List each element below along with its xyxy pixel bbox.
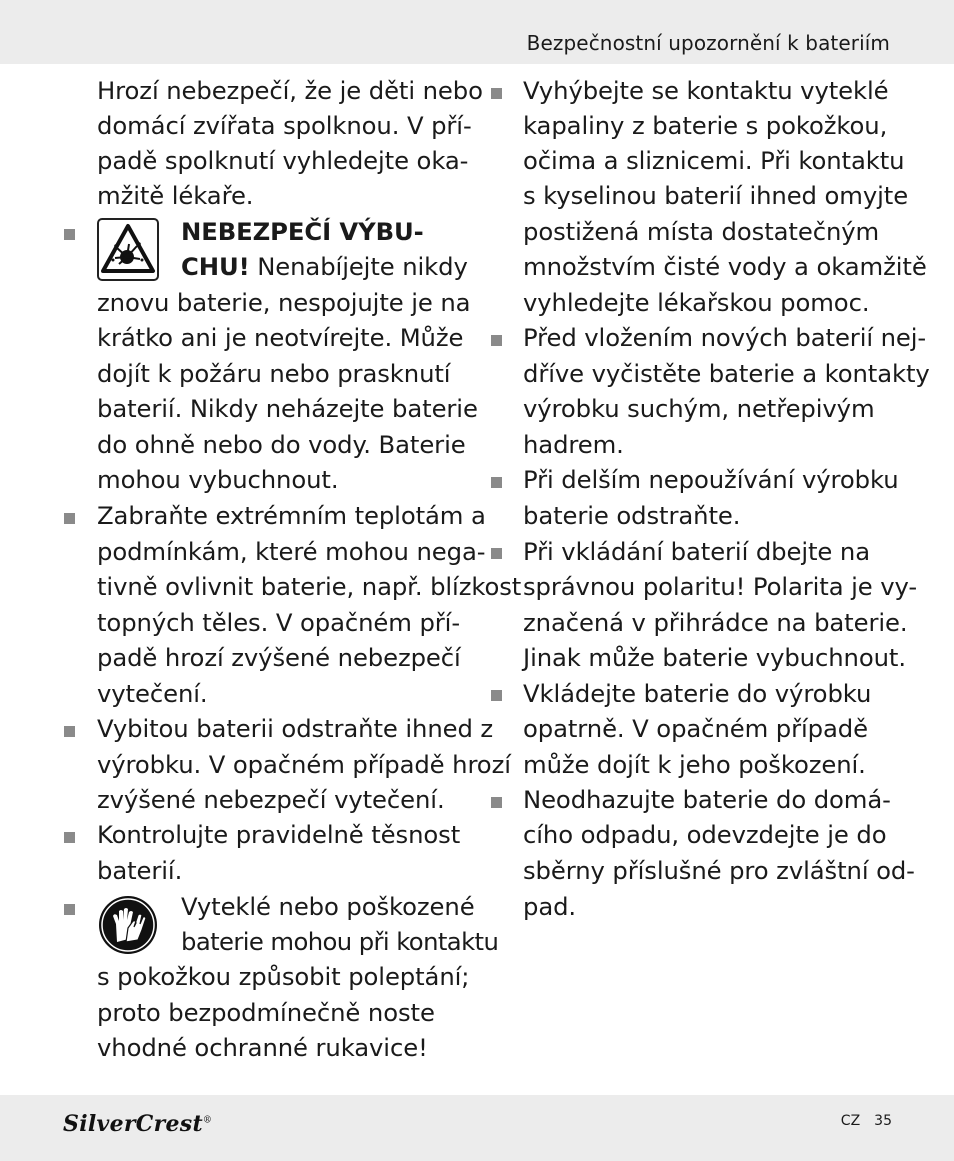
right-line: vyhledejte lékařskou pomoc. [523, 288, 870, 317]
left-line: padě hrozí zvýšené nebezpečí [97, 643, 461, 672]
left-line: vytečení. [97, 679, 208, 708]
section-title: Bezpečnostní upozornění k bateriím [526, 31, 890, 55]
left-line: Kontrolujte pravidelně těsnost [97, 820, 461, 849]
right-line: pad. [523, 892, 577, 921]
right-line: sběrny příslušné pro zvláštní od- [523, 856, 915, 885]
left-line: s pokožkou způsobit poleptání; [97, 962, 470, 991]
bullet-marker [491, 88, 502, 99]
bullet-marker [64, 726, 75, 737]
bullet-marker [64, 832, 75, 843]
right-line: značená v přihrádce na baterie. [523, 608, 908, 637]
right-line: Při vkládání baterií dbejte na [523, 537, 870, 566]
right-line: opatrně. V opačném případě [523, 714, 868, 743]
left-line: domácí zvířata spolknou. V pří- [97, 111, 472, 140]
left-line: výrobku. V opačném případě hrozí [97, 750, 511, 779]
right-line: může dojít k jeho poškození. [523, 750, 866, 779]
right-line: postižená místa dostatečným [523, 217, 880, 246]
brand-logo [63, 1111, 212, 1137]
left-line: baterií. Nikdy neházejte baterie [97, 394, 478, 423]
left-line: baterie mohou při kontaktu [181, 927, 499, 956]
right-line: cího odpadu, odevzdejte je do [523, 820, 887, 849]
bullet-marker [64, 904, 75, 915]
left-line: Vyteklé nebo poškozené [181, 892, 475, 921]
right-line: s kyselinou baterií ihned omyjte [523, 181, 909, 210]
left-line: proto bezpodmínečně noste [97, 998, 435, 1027]
left-line: znovu baterie, nespojujte je na [97, 288, 471, 317]
warning-heading-end: CHU! [181, 252, 250, 281]
right-line: množstvím čisté vody a okamžitě [523, 252, 927, 281]
right-line: Neodhazujte baterie do domá- [523, 785, 891, 814]
left-line: zvýšené nebezpečí vytečení. [97, 785, 445, 814]
left-line: mohou vybuchnout. [97, 465, 339, 494]
left-line: tivně ovlivnit baterie, např. blízkost [97, 572, 522, 601]
left-line: Zabraňte extrémním teplotám a [97, 501, 486, 530]
bullet-marker [491, 690, 502, 701]
warning-continuation [181, 252, 468, 282]
bullet-marker [64, 513, 75, 524]
explosion-warning-icon [97, 218, 159, 281]
left-line: mžitě lékaře. [97, 181, 254, 210]
right-line: Před vložením nových baterií nej- [523, 323, 927, 352]
right-line: dříve vyčistěte baterie a kontakty [523, 359, 930, 388]
left-line: baterií. [97, 856, 183, 885]
footer-meta [841, 1113, 892, 1129]
right-line: baterie odstraňte. [523, 501, 741, 530]
page-number: 35 [874, 1113, 892, 1129]
left-line: podmínkám, které mohou nega- [97, 537, 486, 566]
language-code: CZ [840, 1113, 861, 1129]
left-line: krátko ani je neotvírejte. Může [97, 323, 464, 352]
registered-mark: ® [202, 1115, 213, 1126]
bullet-marker [491, 797, 502, 808]
left-line: do ohně nebo do vody. Baterie [97, 430, 466, 459]
left-line: dojít k požáru nebo prasknutí [97, 359, 451, 388]
right-line: Jinak může baterie vybuchnout. [523, 643, 906, 672]
protective-gloves-icon [97, 894, 159, 956]
left-line: Nenabíjejte nikdy [257, 252, 468, 281]
right-line: Při delším nepoužívání výrobku [523, 465, 899, 494]
right-line: očima a sliznicemi. Při kontaktu [523, 146, 905, 175]
bullet-marker [491, 335, 502, 346]
right-line: Vkládejte baterie do výrobku [523, 679, 872, 708]
right-line: kapaliny z baterie s pokožkou, [523, 111, 888, 140]
bullet-marker [491, 477, 502, 488]
left-line: vhodné ochranné rukavice! [97, 1033, 428, 1062]
left-line: topných těles. V opačném pří- [97, 608, 461, 637]
left-line: padě spolknutí vyhledejte oka- [97, 146, 469, 175]
warning-heading: NEBEZPEČÍ VÝBU- [181, 217, 424, 246]
right-line: výrobku suchým, netřepivým [523, 394, 875, 423]
bullet-marker [64, 229, 75, 240]
left-line: Vybitou baterii odstraňte ihned z [97, 714, 494, 743]
bullet-marker [491, 548, 502, 559]
left-line: Hrozí nebezpečí, že je děti nebo [97, 76, 483, 105]
right-line: Vyhýbejte se kontaktu vyteklé [523, 76, 889, 105]
right-line: hadrem. [523, 430, 624, 459]
right-line: správnou polaritu! Polarita je vy- [523, 572, 918, 601]
brand-name: SilverCrest [63, 1111, 203, 1137]
